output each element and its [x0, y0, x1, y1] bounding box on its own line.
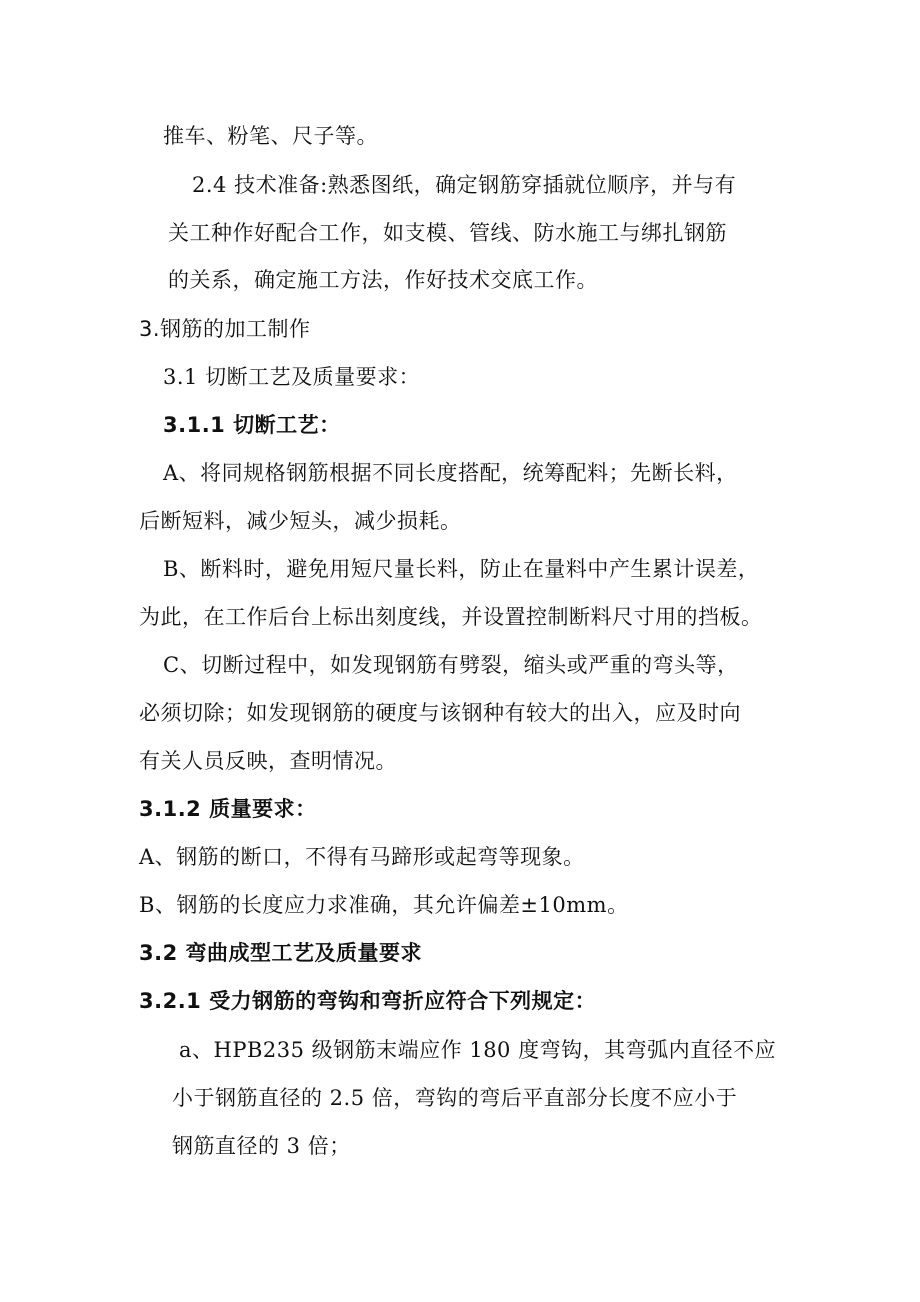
text-line: 钢筋直径的 3 倍； — [172, 1134, 351, 1158]
text-line: A、钢筋的断口，不得有马蹄形或起弯等现象。 — [139, 845, 585, 869]
subsection-heading: 3.1 切断工艺及质量要求： — [163, 365, 421, 389]
text-line: 有关人员反映，查明情况。 — [139, 749, 397, 773]
section-heading: 3.钢筋的加工制作 — [139, 317, 311, 341]
text-line: 关工种作好配合工作，如支模、管线、防水施工与绑扎钢筋 — [168, 221, 727, 245]
text-line: 为此，在工作后台上标出刻度线，并设置控制断料尺寸用的挡板。 — [139, 605, 763, 629]
text-line: 2.4 技术准备:熟悉图纸，确定钢筋穿插就位顺序，并与有 — [192, 173, 737, 197]
subsection-heading: 3.2.1 受力钢筋的弯钩和弯折应符合下列规定： — [139, 989, 597, 1013]
subsection-heading: 3.1.2 质量要求： — [139, 797, 317, 821]
text-line: a、HPB235 级钢筋末端应作 180 度弯钩，其弯弧内直径不应 — [179, 1038, 777, 1062]
text-line: 后断短料，减少短头，减少损耗。 — [139, 509, 462, 533]
subsection-heading: 3.2 弯曲成型工艺及质量要求 — [139, 941, 423, 965]
text-line: 必须切除；如发现钢筋的硬度与该钢种有较大的出入，应及时向 — [139, 701, 741, 725]
text-line: B、钢筋的长度应力求准确，其允许偏差±10mm。 — [139, 893, 629, 917]
text-line: C、切断过程中，如发现钢筋有劈裂，缩头或严重的弯头等， — [163, 653, 739, 677]
text-line: 小于钢筋直径的 2.5 倍，弯钩的弯后平直部分长度不应小于 — [172, 1086, 738, 1110]
text-line: 的关系，确定施工方法，作好技术交底工作。 — [168, 268, 598, 292]
text-line: 推车、粉笔、尺子等。 — [163, 124, 378, 148]
subsection-heading: 3.1.1 切断工艺： — [163, 413, 341, 437]
text-line: B、断料时，避免用短尺量长料，防止在量料中产生累计误差， — [163, 557, 760, 581]
text-line: A、将同规格钢筋根据不同长度搭配，统筹配料；先断长料， — [163, 461, 738, 485]
